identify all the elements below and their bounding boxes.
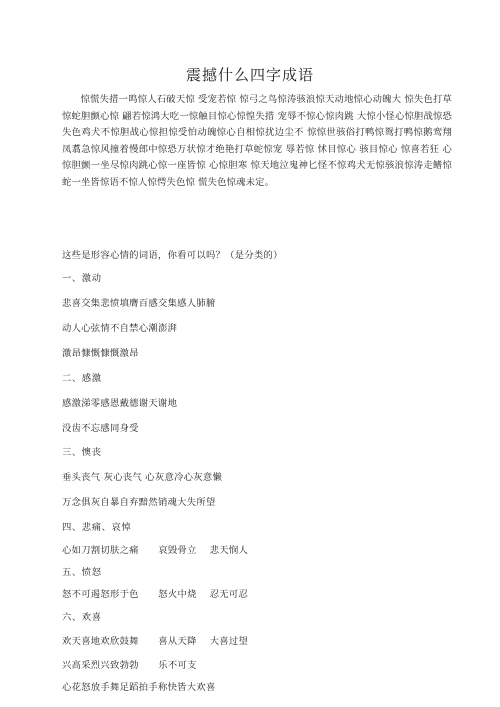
section-line: 没齿不忘感同身受	[62, 423, 139, 434]
section-heading-grief: 四、悲痛、哀悼	[62, 522, 132, 533]
intro-paragraph: 惊慌失措一鸣惊人石破天惊 受宠若惊 惊弓之鸟惊涛骇浪惊天动地惊心动魄大 惊失色打草惊蛇胆颤心惊 翩若惊鸿大吃一惊触目惊心惊惶失措 宠辱不惊心惊肉跳 大惊小怪心惊胆战惊恐失色鸡犬不惊胆战心惊担惊受怕动魄惊心自相惊扰边尘不 惊惊世骇俗打鸭惊鸳打鸭惊鹅鸾翔凤翥急惊风撞着慢郎中惊恐万状惊才绝艳打草蛇惊宠 辱若惊 怵目惊心 骇目惊心 惊喜若狂 心惊胆颤一坐尽惊肉跳心惊一座皆惊 心惊胆寒 惊天地泣鬼神匕怪不惊鸡犬无惊骇浪惊涛走鳍惊蛇一坐皆惊语不惊人惊愕失色惊 慌失色惊魂未定。	[62, 94, 452, 188]
section-line: 欢天喜地欢欣鼓舞 喜从天降 大喜过望	[62, 636, 249, 647]
page-title: 震撼什么四字成语	[185, 66, 314, 84]
section-line: 感激涕零感恩戴德谢天谢地	[62, 398, 178, 409]
section-line: 激昂慷慨慷慨激昂	[62, 348, 139, 359]
section-line: 怒不可遏怒形于色 怒火中烧 忍无可忍	[62, 589, 249, 600]
section-line: 动人心弦情不自禁心潮澎湃	[62, 323, 178, 334]
section-line: 心如刀割切肤之痛 哀毁骨立 悲天悯人	[62, 545, 249, 556]
section-line: 垂头丧气 灰心丧气 心灰意冷心灰意懒	[62, 472, 223, 483]
section-heading-gratitude: 二、感激	[62, 373, 102, 384]
section-line: 悲喜交集悲愤填膺百感交集感人肺腑	[62, 298, 216, 309]
section-heading-dejection: 三、懊丧	[62, 447, 102, 458]
section-line: 兴高采烈兴致勃勃 乐不可支	[62, 660, 197, 671]
section-heading-excitement: 一、激动	[62, 273, 102, 284]
section-heading-joy: 六、欢喜	[62, 612, 102, 623]
question-line: 这些是形容心情的词语，你看可以吗？（是分类的）	[62, 250, 283, 261]
section-heading-anger: 五、愤怒	[62, 567, 102, 578]
section-line: 万念俱灰自暴自弃黯然销魂大失所望	[62, 497, 216, 508]
section-line: 心花怒放手舞足蹈拍手称快皆大欢喜	[62, 682, 216, 693]
